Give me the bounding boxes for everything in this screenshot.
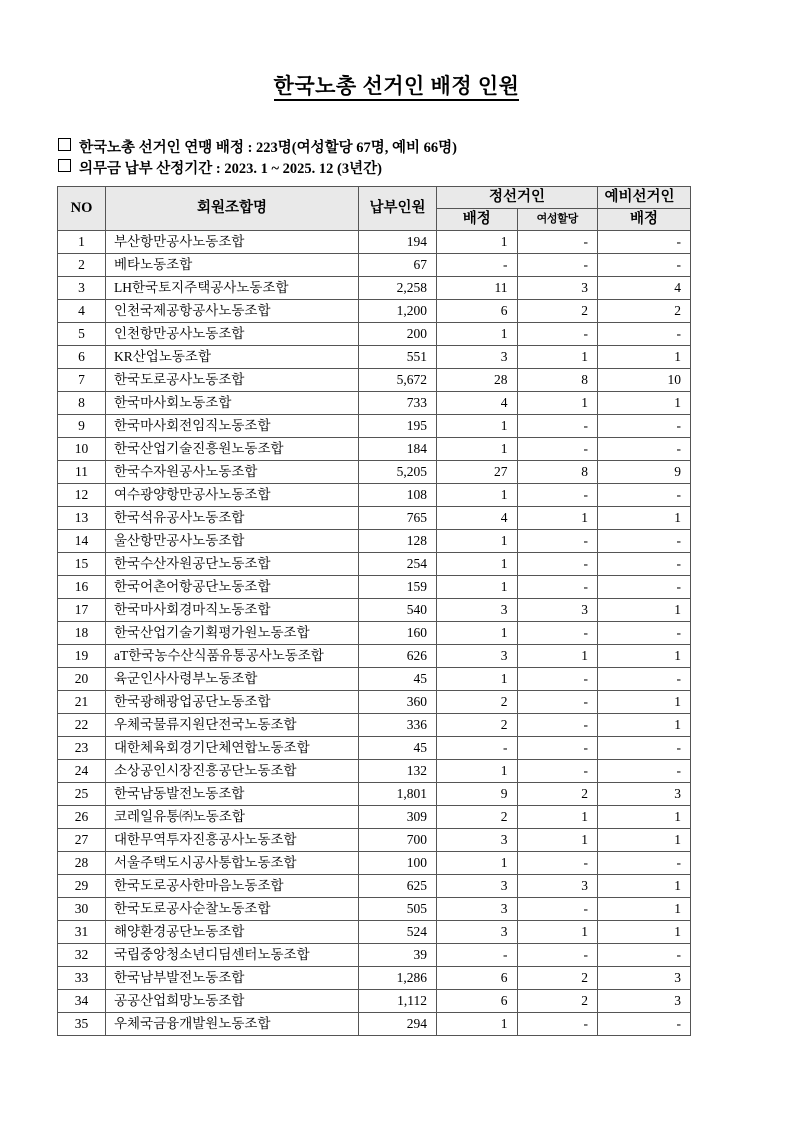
cell-union-name: 공공산업희망노동조합 (106, 990, 359, 1013)
table-row (58, 737, 691, 760)
cell-female-quota: 3 (517, 277, 598, 300)
table-body (58, 231, 691, 1036)
cell-paying-members: 5,672 (359, 369, 437, 392)
cell-reserve-allocation: - (598, 1013, 691, 1036)
cell-reserve-allocation: - (598, 254, 691, 277)
cell-main-allocation: 1 (437, 668, 518, 691)
cell-reserve-allocation: 1 (598, 645, 691, 668)
cell-paying-members: 1,286 (359, 967, 437, 990)
cell-reserve-allocation: - (598, 668, 691, 691)
cell-union-name: 한국산업기술진흥원노동조합 (106, 438, 359, 461)
cell-female-quota: 3 (517, 875, 598, 898)
table-row (58, 829, 691, 852)
cell-paying-members: 128 (359, 530, 437, 553)
cell-female-quota: - (517, 691, 598, 714)
cell-paying-members: 524 (359, 921, 437, 944)
cell-main-allocation: 3 (437, 898, 518, 921)
cell-main-allocation: 1 (437, 622, 518, 645)
cell-union-name: 한국남부발전노동조합 (106, 967, 359, 990)
column-header-female-quota: 여성할당 (517, 209, 598, 231)
cell-no: 7 (58, 369, 106, 392)
cell-reserve-allocation: - (598, 553, 691, 576)
cell-no: 14 (58, 530, 106, 553)
cell-female-quota: - (517, 323, 598, 346)
cell-union-name: 인천국제공항공사노동조합 (106, 300, 359, 323)
cell-female-quota: - (517, 415, 598, 438)
cell-female-quota: 3 (517, 599, 598, 622)
cell-union-name: 한국어촌어항공단노동조합 (106, 576, 359, 599)
cell-reserve-allocation: 1 (598, 806, 691, 829)
table-row (58, 300, 691, 323)
cell-no: 16 (58, 576, 106, 599)
cell-union-name: 한국산업기술기획평가원노동조합 (106, 622, 359, 645)
cell-main-allocation: 1 (437, 553, 518, 576)
table-row (58, 461, 691, 484)
cell-no: 2 (58, 254, 106, 277)
cell-union-name: 육군인사사령부노동조합 (106, 668, 359, 691)
cell-paying-members: 100 (359, 852, 437, 875)
cell-female-quota: 2 (517, 990, 598, 1013)
summary-notes (58, 138, 457, 180)
cell-no: 24 (58, 760, 106, 783)
cell-no: 1 (58, 231, 106, 254)
cell-no: 28 (58, 852, 106, 875)
cell-female-quota: - (517, 1013, 598, 1036)
cell-main-allocation: 3 (437, 645, 518, 668)
cell-union-name: 코레일유통㈜노동조합 (106, 806, 359, 829)
cell-female-quota: 8 (517, 461, 598, 484)
cell-reserve-allocation: 1 (598, 392, 691, 415)
cell-union-name: 한국도로공사노동조합 (106, 369, 359, 392)
cell-no: 27 (58, 829, 106, 852)
cell-female-quota: - (517, 576, 598, 599)
cell-reserve-allocation: - (598, 944, 691, 967)
cell-female-quota: - (517, 553, 598, 576)
table-row (58, 254, 691, 277)
cell-main-allocation: 3 (437, 875, 518, 898)
cell-union-name: 한국마사회노동조합 (106, 392, 359, 415)
cell-female-quota: - (517, 760, 598, 783)
cell-reserve-allocation: - (598, 622, 691, 645)
cell-paying-members: 254 (359, 553, 437, 576)
cell-reserve-allocation: - (598, 323, 691, 346)
note-line-allocation (58, 138, 457, 158)
cell-union-name: 서울주택도시공사통합노동조합 (106, 852, 359, 875)
cell-reserve-allocation: - (598, 576, 691, 599)
table-row (58, 645, 691, 668)
table-row (58, 438, 691, 461)
cell-main-allocation: 11 (437, 277, 518, 300)
checkbox-square-icon (58, 159, 71, 172)
cell-main-allocation: - (437, 254, 518, 277)
cell-reserve-allocation: - (598, 231, 691, 254)
cell-union-name: 우체국금융개발원노동조합 (106, 1013, 359, 1036)
cell-female-quota: - (517, 737, 598, 760)
cell-union-name: 여수광양항만공사노동조합 (106, 484, 359, 507)
cell-no: 6 (58, 346, 106, 369)
cell-main-allocation: 6 (437, 967, 518, 990)
cell-no: 26 (58, 806, 106, 829)
column-header-no: NO (58, 187, 106, 231)
table-row (58, 852, 691, 875)
cell-union-name: 한국광해광업공단노동조합 (106, 691, 359, 714)
cell-no: 3 (58, 277, 106, 300)
cell-main-allocation: 3 (437, 829, 518, 852)
table-row (58, 392, 691, 415)
cell-female-quota: 1 (517, 392, 598, 415)
cell-reserve-allocation: - (598, 852, 691, 875)
cell-main-allocation: 1 (437, 415, 518, 438)
table-row (58, 875, 691, 898)
cell-no: 34 (58, 990, 106, 1013)
cell-no: 33 (58, 967, 106, 990)
cell-female-quota: - (517, 852, 598, 875)
cell-female-quota: 8 (517, 369, 598, 392)
cell-no: 17 (58, 599, 106, 622)
column-header-reserve-electors-group: 예비선거인 (598, 187, 691, 209)
cell-union-name: 베타노동조합 (106, 254, 359, 277)
cell-female-quota: 2 (517, 783, 598, 806)
cell-main-allocation: 1 (437, 323, 518, 346)
table-row (58, 921, 691, 944)
cell-female-quota: - (517, 898, 598, 921)
cell-no: 13 (58, 507, 106, 530)
cell-union-name: 한국도로공사순찰노동조합 (106, 898, 359, 921)
table-row (58, 599, 691, 622)
cell-paying-members: 309 (359, 806, 437, 829)
cell-paying-members: 184 (359, 438, 437, 461)
cell-paying-members: 540 (359, 599, 437, 622)
cell-main-allocation: - (437, 944, 518, 967)
column-header-union-name: 회원조합명 (106, 187, 359, 231)
cell-paying-members: 67 (359, 254, 437, 277)
cell-paying-members: 194 (359, 231, 437, 254)
cell-reserve-allocation: - (598, 415, 691, 438)
cell-main-allocation: 1 (437, 438, 518, 461)
table-row (58, 323, 691, 346)
cell-reserve-allocation: - (598, 530, 691, 553)
cell-union-name: 울산항만공사노동조합 (106, 530, 359, 553)
cell-female-quota: 1 (517, 829, 598, 852)
cell-no: 12 (58, 484, 106, 507)
cell-reserve-allocation: 9 (598, 461, 691, 484)
cell-reserve-allocation: 1 (598, 599, 691, 622)
cell-union-name: LH한국토지주택공사노동조합 (106, 277, 359, 300)
column-header-reserve-allocation: 배정 (598, 209, 691, 231)
note-line-period (58, 159, 457, 179)
cell-reserve-allocation: 1 (598, 898, 691, 921)
cell-no: 18 (58, 622, 106, 645)
cell-female-quota: 2 (517, 300, 598, 323)
cell-union-name: 한국남동발전노동조합 (106, 783, 359, 806)
table-row (58, 530, 691, 553)
table-row (58, 760, 691, 783)
cell-reserve-allocation: 1 (598, 829, 691, 852)
cell-paying-members: 132 (359, 760, 437, 783)
note-text-period: 의무금 납부 산정기간 : 2023. 1 ~ 2025. 12 (3년간) (79, 161, 382, 177)
cell-reserve-allocation: 1 (598, 507, 691, 530)
cell-no: 19 (58, 645, 106, 668)
cell-no: 23 (58, 737, 106, 760)
cell-female-quota: - (517, 254, 598, 277)
cell-union-name: aT한국농수산식품유통공사노동조합 (106, 645, 359, 668)
cell-main-allocation: 1 (437, 484, 518, 507)
cell-reserve-allocation: - (598, 760, 691, 783)
cell-reserve-allocation: 1 (598, 921, 691, 944)
table-row (58, 553, 691, 576)
cell-paying-members: 360 (359, 691, 437, 714)
allocation-table (57, 186, 691, 1036)
cell-main-allocation: 1 (437, 760, 518, 783)
cell-union-name: 소상공인시장진흥공단노동조합 (106, 760, 359, 783)
cell-main-allocation: - (437, 737, 518, 760)
cell-union-name: 부산항만공사노동조합 (106, 231, 359, 254)
cell-female-quota: 2 (517, 967, 598, 990)
cell-reserve-allocation: 3 (598, 967, 691, 990)
column-header-main-electors-group: 정선거인 (437, 187, 598, 209)
table-row (58, 507, 691, 530)
cell-reserve-allocation: - (598, 737, 691, 760)
cell-reserve-allocation: 3 (598, 990, 691, 1013)
cell-paying-members: 195 (359, 415, 437, 438)
cell-reserve-allocation: 1 (598, 346, 691, 369)
table-row (58, 369, 691, 392)
cell-reserve-allocation: 1 (598, 875, 691, 898)
cell-female-quota: 1 (517, 645, 598, 668)
cell-paying-members: 765 (359, 507, 437, 530)
cell-paying-members: 1,200 (359, 300, 437, 323)
page-title (0, 70, 793, 100)
cell-paying-members: 551 (359, 346, 437, 369)
cell-union-name: 한국마사회경마직노동조합 (106, 599, 359, 622)
cell-female-quota: - (517, 944, 598, 967)
cell-paying-members: 108 (359, 484, 437, 507)
table-row (58, 484, 691, 507)
cell-no: 4 (58, 300, 106, 323)
cell-main-allocation: 2 (437, 691, 518, 714)
cell-main-allocation: 2 (437, 714, 518, 737)
cell-paying-members: 1,112 (359, 990, 437, 1013)
cell-no: 11 (58, 461, 106, 484)
cell-reserve-allocation: 2 (598, 300, 691, 323)
cell-paying-members: 733 (359, 392, 437, 415)
cell-no: 35 (58, 1013, 106, 1036)
checkbox-square-icon (58, 138, 71, 151)
cell-no: 22 (58, 714, 106, 737)
cell-main-allocation: 3 (437, 599, 518, 622)
cell-no: 25 (58, 783, 106, 806)
cell-paying-members: 39 (359, 944, 437, 967)
note-text-allocation: 한국노총 선거인 연맹 배정 : 223명(여성할당 67명, 예비 66명) (79, 140, 457, 156)
cell-main-allocation: 1 (437, 1013, 518, 1036)
cell-reserve-allocation: 10 (598, 369, 691, 392)
table-row (58, 783, 691, 806)
table-row (58, 714, 691, 737)
cell-female-quota: 1 (517, 507, 598, 530)
table-row (58, 1013, 691, 1036)
table-row (58, 898, 691, 921)
cell-no: 15 (58, 553, 106, 576)
cell-paying-members: 625 (359, 875, 437, 898)
cell-union-name: 대한무역투자진흥공사노동조합 (106, 829, 359, 852)
cell-reserve-allocation: 1 (598, 714, 691, 737)
cell-main-allocation: 4 (437, 392, 518, 415)
cell-main-allocation: 6 (437, 300, 518, 323)
cell-reserve-allocation: 4 (598, 277, 691, 300)
allocation-table-wrap (57, 186, 691, 1036)
page-title-text: 한국노총 선거인 배정 인원 (274, 74, 520, 101)
table-row (58, 346, 691, 369)
cell-reserve-allocation: 3 (598, 783, 691, 806)
cell-paying-members: 294 (359, 1013, 437, 1036)
cell-female-quota: 1 (517, 921, 598, 944)
cell-reserve-allocation: - (598, 484, 691, 507)
cell-no: 10 (58, 438, 106, 461)
cell-union-name: 한국석유공사노동조합 (106, 507, 359, 530)
cell-main-allocation: 6 (437, 990, 518, 1013)
cell-no: 30 (58, 898, 106, 921)
cell-paying-members: 1,801 (359, 783, 437, 806)
cell-main-allocation: 1 (437, 576, 518, 599)
table-row (58, 967, 691, 990)
cell-female-quota: - (517, 530, 598, 553)
cell-reserve-allocation: - (598, 438, 691, 461)
cell-union-name: 한국마사회전임직노동조합 (106, 415, 359, 438)
table-row (58, 231, 691, 254)
cell-union-name: 대한체육회경기단체연합노동조합 (106, 737, 359, 760)
cell-main-allocation: 1 (437, 530, 518, 553)
cell-reserve-allocation: 1 (598, 691, 691, 714)
cell-union-name: 인천항만공사노동조합 (106, 323, 359, 346)
cell-paying-members: 200 (359, 323, 437, 346)
cell-union-name: KR산업노동조합 (106, 346, 359, 369)
cell-main-allocation: 1 (437, 231, 518, 254)
table-row (58, 576, 691, 599)
table-row (58, 691, 691, 714)
cell-paying-members: 5,205 (359, 461, 437, 484)
cell-main-allocation: 9 (437, 783, 518, 806)
cell-female-quota: - (517, 231, 598, 254)
cell-female-quota: - (517, 438, 598, 461)
cell-no: 31 (58, 921, 106, 944)
cell-main-allocation: 3 (437, 346, 518, 369)
cell-no: 5 (58, 323, 106, 346)
cell-paying-members: 2,258 (359, 277, 437, 300)
cell-main-allocation: 2 (437, 806, 518, 829)
cell-paying-members: 700 (359, 829, 437, 852)
cell-no: 32 (58, 944, 106, 967)
cell-paying-members: 336 (359, 714, 437, 737)
cell-union-name: 국립중앙청소년디딤센터노동조합 (106, 944, 359, 967)
column-header-paying-members: 납부인원 (359, 187, 437, 231)
cell-no: 21 (58, 691, 106, 714)
cell-no: 20 (58, 668, 106, 691)
table-header (58, 187, 691, 231)
cell-main-allocation: 27 (437, 461, 518, 484)
cell-female-quota: - (517, 622, 598, 645)
table-row (58, 990, 691, 1013)
table-row (58, 668, 691, 691)
cell-paying-members: 626 (359, 645, 437, 668)
table-row (58, 622, 691, 645)
cell-no: 9 (58, 415, 106, 438)
table-row (58, 806, 691, 829)
column-header-main-allocation: 배정 (437, 209, 518, 231)
cell-female-quota: - (517, 714, 598, 737)
cell-female-quota: - (517, 668, 598, 691)
cell-union-name: 한국수산자원공단노동조합 (106, 553, 359, 576)
cell-paying-members: 45 (359, 737, 437, 760)
cell-paying-members: 505 (359, 898, 437, 921)
cell-union-name: 한국도로공사한마음노동조합 (106, 875, 359, 898)
cell-main-allocation: 28 (437, 369, 518, 392)
cell-main-allocation: 4 (437, 507, 518, 530)
cell-no: 8 (58, 392, 106, 415)
cell-female-quota: 1 (517, 806, 598, 829)
cell-paying-members: 45 (359, 668, 437, 691)
table-row (58, 944, 691, 967)
table-row (58, 415, 691, 438)
cell-main-allocation: 1 (437, 852, 518, 875)
cell-union-name: 한국수자원공사노동조합 (106, 461, 359, 484)
cell-paying-members: 159 (359, 576, 437, 599)
cell-main-allocation: 3 (437, 921, 518, 944)
table-header-row-top (58, 187, 691, 209)
table-row (58, 277, 691, 300)
cell-union-name: 우체국물류지원단전국노동조합 (106, 714, 359, 737)
cell-paying-members: 160 (359, 622, 437, 645)
cell-female-quota: - (517, 484, 598, 507)
cell-union-name: 해양환경공단노동조합 (106, 921, 359, 944)
cell-female-quota: 1 (517, 346, 598, 369)
cell-no: 29 (58, 875, 106, 898)
